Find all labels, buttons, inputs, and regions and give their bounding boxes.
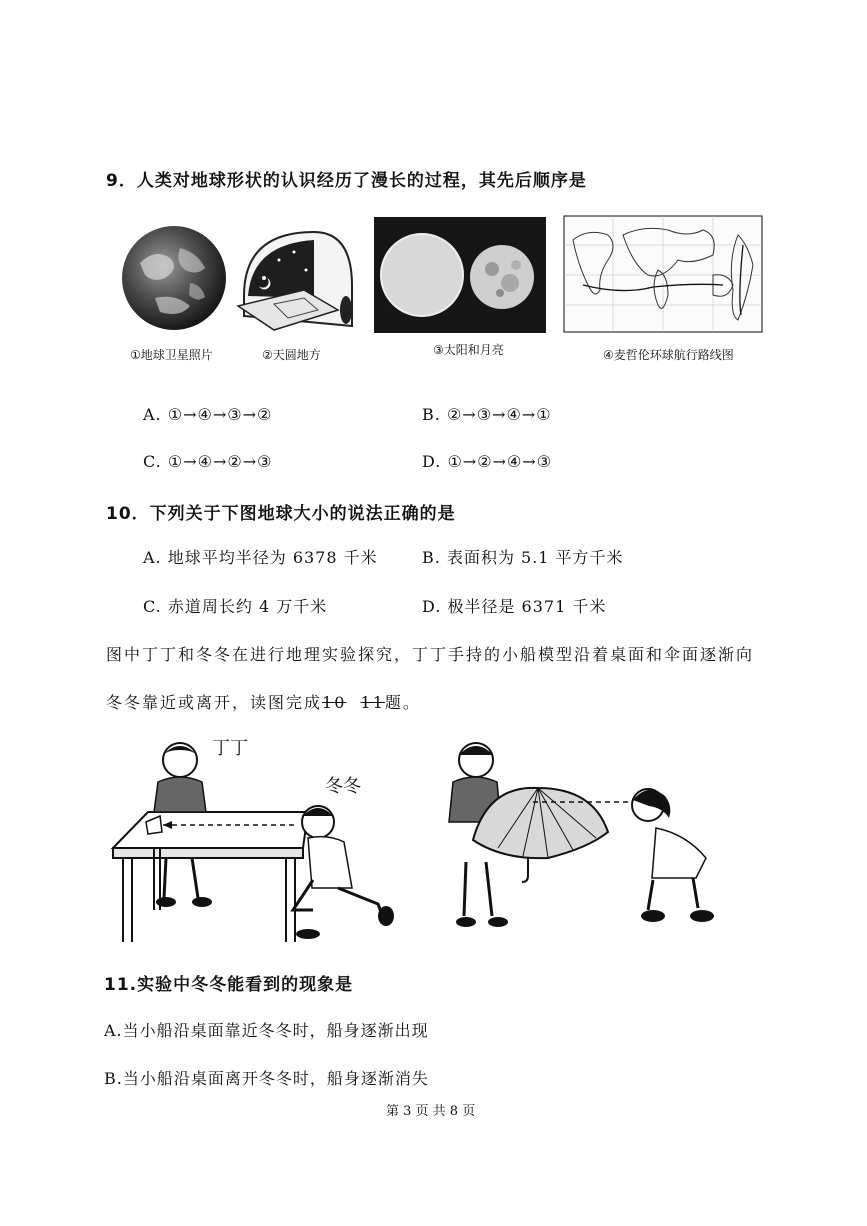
- q11-option-b: B.当小船沿桌面离开冬冬时，船身逐渐消失: [104, 1069, 429, 1088]
- q9-option-d: D. ①→②→④→③: [422, 452, 553, 471]
- q9-option-c: C. ①→④→②→③: [143, 452, 273, 471]
- label-dingding: 丁丁: [212, 738, 248, 759]
- caption-2: ②天圆地方: [262, 348, 321, 362]
- q9-option-b: B. ②→③→④→①: [422, 405, 552, 424]
- caption-4: ④麦哲伦环球航行路线图: [603, 348, 734, 362]
- q10-option-a: A. 地球平均半径为 6378 千米: [143, 548, 378, 567]
- magellan-route-map: [563, 215, 763, 333]
- round-sky-square-earth: [234, 226, 358, 336]
- page-footer: 第 3 页 共 8 页: [386, 1104, 476, 1119]
- q9-stem: 9．人类对地球形状的认识经历了漫长的过程，其先后顺序是: [106, 171, 587, 191]
- caption-1: ①地球卫星照片: [130, 348, 213, 362]
- q11-stem: 11.实验中冬冬能看到的现象是: [104, 975, 354, 995]
- q11-option-a: A.当小船沿桌面靠近冬冬时，船身逐渐出现: [104, 1021, 429, 1040]
- caption-3: ③太阳和月亮: [433, 343, 504, 357]
- q9-option-a: A. ①→④→③→②: [143, 405, 273, 424]
- q10-stem: 10．下列关于下图地球大小的说法正确的是: [106, 504, 456, 524]
- q10-option-b: B. 表面积为 5.1 平方千米: [422, 548, 624, 567]
- passage-line-1: 图中丁丁和冬冬在进行地理实验探究，丁丁手持的小船模型沿着桌面和伞面逐渐向: [106, 645, 755, 664]
- passage-line-2: 冬冬靠近或离开，读图完成10 11题。: [106, 693, 421, 712]
- q10-option-c: C. 赤道周长约 4 万千米: [143, 597, 328, 616]
- experiment-illustration: [108, 730, 728, 948]
- q10-option-d: D. 极半径是 6371 千米: [422, 597, 607, 616]
- earth-satellite-photo: [120, 218, 228, 336]
- sun-and-moon: [374, 217, 546, 333]
- label-dongdong: 冬冬: [325, 776, 361, 797]
